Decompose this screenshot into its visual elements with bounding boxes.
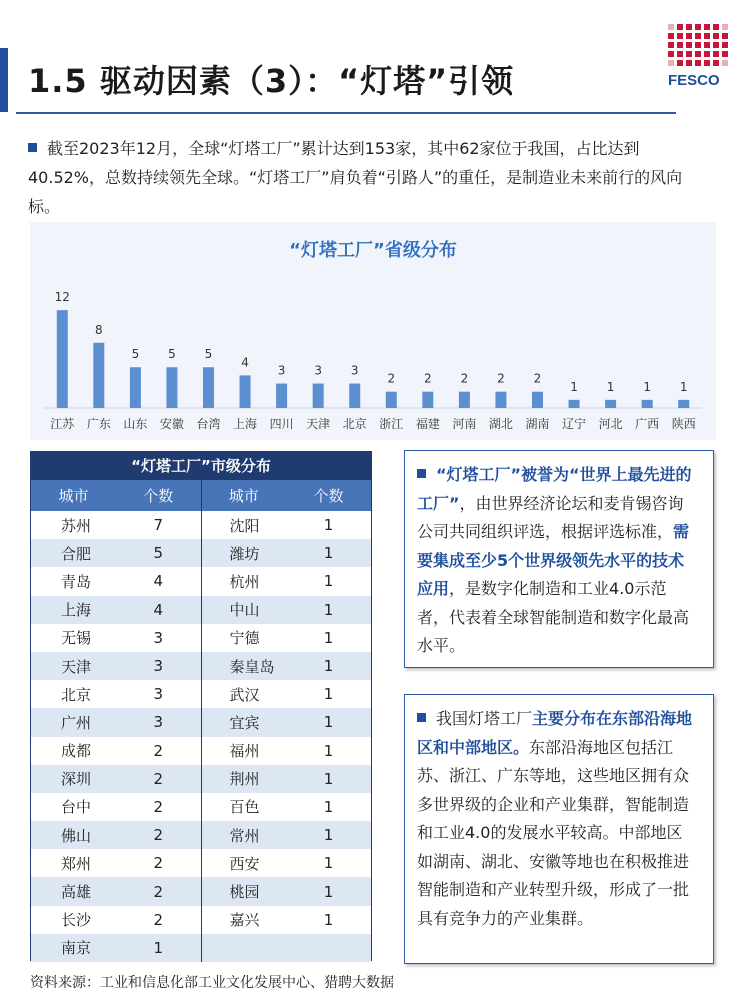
cell-city-2: 宜宾	[201, 708, 286, 736]
data-label-5: 4	[241, 355, 249, 370]
cell-count-2: 1	[286, 652, 371, 680]
cell-city-1: 台中	[61, 798, 92, 817]
data-label-1: 8	[95, 322, 103, 337]
cell-count-1: 3	[153, 628, 164, 647]
x-tick-label-14: 辽宁	[562, 417, 587, 431]
bar-4	[203, 367, 214, 408]
table-row	[31, 821, 371, 849]
cell-count-2: 1	[323, 572, 334, 591]
bar-12	[495, 392, 506, 408]
logo-dot-grid	[668, 24, 728, 66]
table-row	[31, 596, 371, 624]
bar-16	[642, 400, 653, 408]
cell-count-1: 2	[116, 765, 201, 793]
note1-highlight-2: 需要集成至少5个世界级领先水平的技术应用	[417, 522, 690, 598]
bar-3	[166, 367, 177, 408]
table-row	[31, 793, 371, 821]
cell-count-1: 3	[116, 708, 201, 736]
header-city-1: 城市	[31, 480, 116, 511]
bar-15	[605, 400, 616, 408]
cell-city-1: 深圳	[31, 765, 116, 793]
note2-text-1: 我国灯塔工厂	[436, 709, 533, 728]
cell-count-2: 1	[323, 797, 334, 816]
cell-city-1: 上海	[31, 596, 116, 624]
bullet-square-icon	[417, 469, 426, 478]
x-tick-label-11: 河南	[452, 417, 477, 431]
header-count-2: 个数	[286, 480, 371, 511]
cell-count-2: 1	[323, 910, 334, 929]
cell-city-1: 高雄	[31, 877, 116, 905]
table-row	[31, 737, 371, 765]
x-tick-label-6: 四川	[269, 417, 294, 431]
data-label-3: 5	[168, 347, 176, 362]
note2-text-2: 东部沿海地区包括江苏、浙江、广东等地，这些地区拥有众多世界级的企业和产业集群，智能制造和工业4.0的发展水平较高。中部地区如湖南、湖北、安徽等地也在积极推进智能制造和产业转型升级，形成了一批具有竞争力的产业集群。	[417, 737, 690, 928]
city-table-body	[31, 511, 371, 962]
data-label-6: 3	[277, 363, 286, 378]
data-label-14: 1	[570, 379, 578, 394]
cell-city-2: 宁德	[201, 624, 286, 652]
data-label-4: 5	[204, 347, 213, 362]
bar-8	[349, 384, 360, 408]
table-row	[31, 624, 371, 652]
title-divider	[16, 112, 676, 114]
x-tick-label-2: 山东	[123, 417, 148, 431]
x-tick-label-13: 湖南	[525, 417, 550, 431]
data-label-15: 1	[606, 379, 615, 394]
bar-5	[240, 375, 251, 408]
regional-distribution-note	[404, 694, 714, 964]
title-accent-bar	[0, 48, 8, 112]
cell-count-2: 1	[323, 516, 334, 535]
cell-count-2: 1	[286, 821, 371, 849]
cell-count-1: 4	[116, 596, 201, 624]
cell-city-2	[201, 934, 286, 962]
cell-city-2: 沈阳	[201, 511, 286, 539]
fesco-logo	[668, 24, 728, 89]
lighthouse-definition-note	[404, 450, 714, 668]
page-title: 1.5 驱动因素（3）：“灯塔”引领	[28, 62, 515, 100]
data-label-11: 2	[460, 371, 469, 386]
cell-city-1: 成都	[61, 742, 92, 761]
intro-paragraph	[28, 134, 700, 221]
province-bar-chart	[30, 222, 716, 440]
table-row	[31, 708, 371, 736]
data-label-16: 1	[643, 379, 651, 394]
bar-13	[532, 392, 543, 408]
cell-city-2: 武汉	[201, 680, 286, 708]
table-row	[31, 511, 371, 539]
cell-city-1: 苏州	[61, 516, 92, 535]
cell-city-2: 中山	[201, 596, 286, 624]
table-row	[31, 652, 371, 680]
table-row	[31, 934, 371, 962]
cell-count-2: 1	[286, 765, 371, 793]
table-row	[31, 680, 371, 708]
cell-count-1: 2	[153, 797, 164, 816]
city-table-caption: “灯塔工厂”市级分布	[31, 452, 371, 480]
x-tick-label-9: 浙江	[379, 417, 404, 431]
cell-count-1: 4	[153, 572, 164, 591]
cell-city-1: 长沙	[61, 911, 92, 930]
cell-count-1: 3	[153, 685, 164, 704]
note1-text-1: ，由世界经济论坛和麦肯锡咨询公司共同组织评选，根据评选标准，	[417, 493, 684, 541]
cell-count-2: 1	[323, 685, 334, 704]
table-row	[31, 539, 371, 567]
cell-city-2: 荆州	[201, 765, 286, 793]
note2-highlight-1: 主要分布在东部沿海地区和中部地区。	[417, 709, 693, 757]
bullet-square-icon	[417, 713, 426, 722]
x-tick-label-1: 广东	[86, 417, 111, 431]
cell-city-1: 北京	[61, 685, 92, 704]
bar-6	[276, 384, 287, 408]
cell-count-1: 2	[116, 821, 201, 849]
bar-9	[386, 392, 397, 408]
city-table	[31, 452, 371, 962]
x-tick-label-4: 台湾	[196, 417, 221, 431]
table-row	[31, 906, 371, 934]
cell-city-1: 合肥	[31, 539, 116, 567]
cell-count-1: 2	[153, 910, 164, 929]
header-count-1: 个数	[116, 480, 201, 511]
x-tick-label-8: 北京	[342, 417, 367, 431]
x-tick-label-15: 河北	[598, 417, 623, 431]
bar-2	[130, 367, 141, 408]
bar-17	[678, 400, 689, 408]
data-label-2: 5	[131, 347, 140, 362]
note1-text-2: ，是数字化制造和工业4.0示范者，代表着全球智能制造和数字化最高水平。	[417, 579, 690, 655]
note1-highlight-1: “灯塔工厂”被誉为“世界上最先进的工厂”	[417, 465, 692, 513]
bar-0	[57, 310, 68, 408]
cell-city-2: 秦皇岛	[201, 652, 286, 680]
data-label-8: 3	[350, 363, 359, 378]
cell-city-2: 百色	[201, 793, 286, 821]
data-label-13: 2	[533, 371, 542, 386]
intro-text: 截至2023年12月，全球“灯塔工厂”累计达到153家，其中62家位于我国，占比达到40.52%，总数持续领先全球。“灯塔工厂”肩负着“引路人”的重任，是制造业未来前行的风向标。	[28, 139, 683, 216]
city-distribution-table	[30, 451, 372, 961]
table-row	[31, 877, 371, 905]
cell-city-2: 福州	[201, 737, 286, 765]
cell-city-2: 潍坊	[201, 539, 286, 567]
cell-count-2: 1	[286, 708, 371, 736]
header-city-2: 城市	[201, 480, 286, 511]
bar-11	[459, 392, 470, 408]
cell-count-2: 1	[323, 628, 334, 647]
data-label-7: 3	[314, 363, 322, 378]
cell-city-2: 桃园	[201, 877, 286, 905]
cell-city-2: 嘉兴	[201, 906, 286, 934]
cell-count-1: 5	[116, 539, 201, 567]
x-tick-label-16: 广西	[635, 417, 660, 431]
cell-count-2: 1	[286, 596, 371, 624]
logo-text: FESCO	[668, 72, 720, 89]
data-label-10: 2	[424, 371, 432, 386]
bar-10	[422, 392, 433, 408]
x-tick-label-0: 江苏	[50, 417, 75, 431]
cell-city-1: 无锡	[61, 629, 92, 648]
chart-title: “灯塔工厂”省级分布	[289, 240, 457, 261]
cell-city-2: 常州	[201, 821, 286, 849]
bullet-square-icon	[28, 143, 37, 152]
table-row	[31, 567, 371, 595]
cell-city-1: 佛山	[31, 821, 116, 849]
cell-count-1: 2	[153, 741, 164, 760]
bar-1	[93, 343, 104, 408]
x-tick-label-12: 湖北	[488, 417, 513, 431]
x-tick-label-3: 安徽	[159, 417, 184, 431]
table-row	[31, 765, 371, 793]
cell-count-1: 2	[153, 854, 164, 873]
cell-count-2: 1	[323, 854, 334, 873]
cell-count-1: 1	[116, 934, 201, 962]
cell-city-1: 郑州	[61, 854, 92, 873]
x-tick-label-17: 陕西	[671, 417, 696, 431]
cell-city-1: 青岛	[61, 572, 92, 591]
cell-count-1: 7	[153, 516, 164, 535]
bar-14	[569, 400, 580, 408]
data-label-0: 12	[54, 290, 70, 305]
table-row	[31, 849, 371, 877]
x-tick-label-10: 福建	[415, 417, 440, 431]
cell-count-2: 1	[286, 877, 371, 905]
cell-city-2: 杭州	[201, 567, 286, 595]
cell-count-2: 1	[286, 539, 371, 567]
cell-count-2: 1	[323, 741, 334, 760]
data-label-17: 1	[679, 379, 688, 394]
data-label-12: 2	[497, 371, 505, 386]
city-table-header-row	[31, 480, 371, 511]
bar-7	[313, 384, 324, 408]
cell-city-2: 西安	[201, 849, 286, 877]
cell-city-1: 南京	[31, 934, 116, 962]
x-tick-label-5: 上海	[233, 417, 258, 431]
data-label-9: 2	[387, 371, 396, 386]
cell-city-1: 广州	[31, 708, 116, 736]
cell-count-1: 2	[116, 877, 201, 905]
cell-city-1: 天津	[31, 652, 116, 680]
province-chart-panel	[30, 222, 716, 440]
source-note: 资料来源：工业和信息化部工业文化发展中心、猎聘大数据	[30, 975, 394, 991]
x-tick-label-7: 天津	[306, 417, 331, 431]
cell-count-2	[286, 934, 371, 962]
cell-count-1: 3	[116, 652, 201, 680]
